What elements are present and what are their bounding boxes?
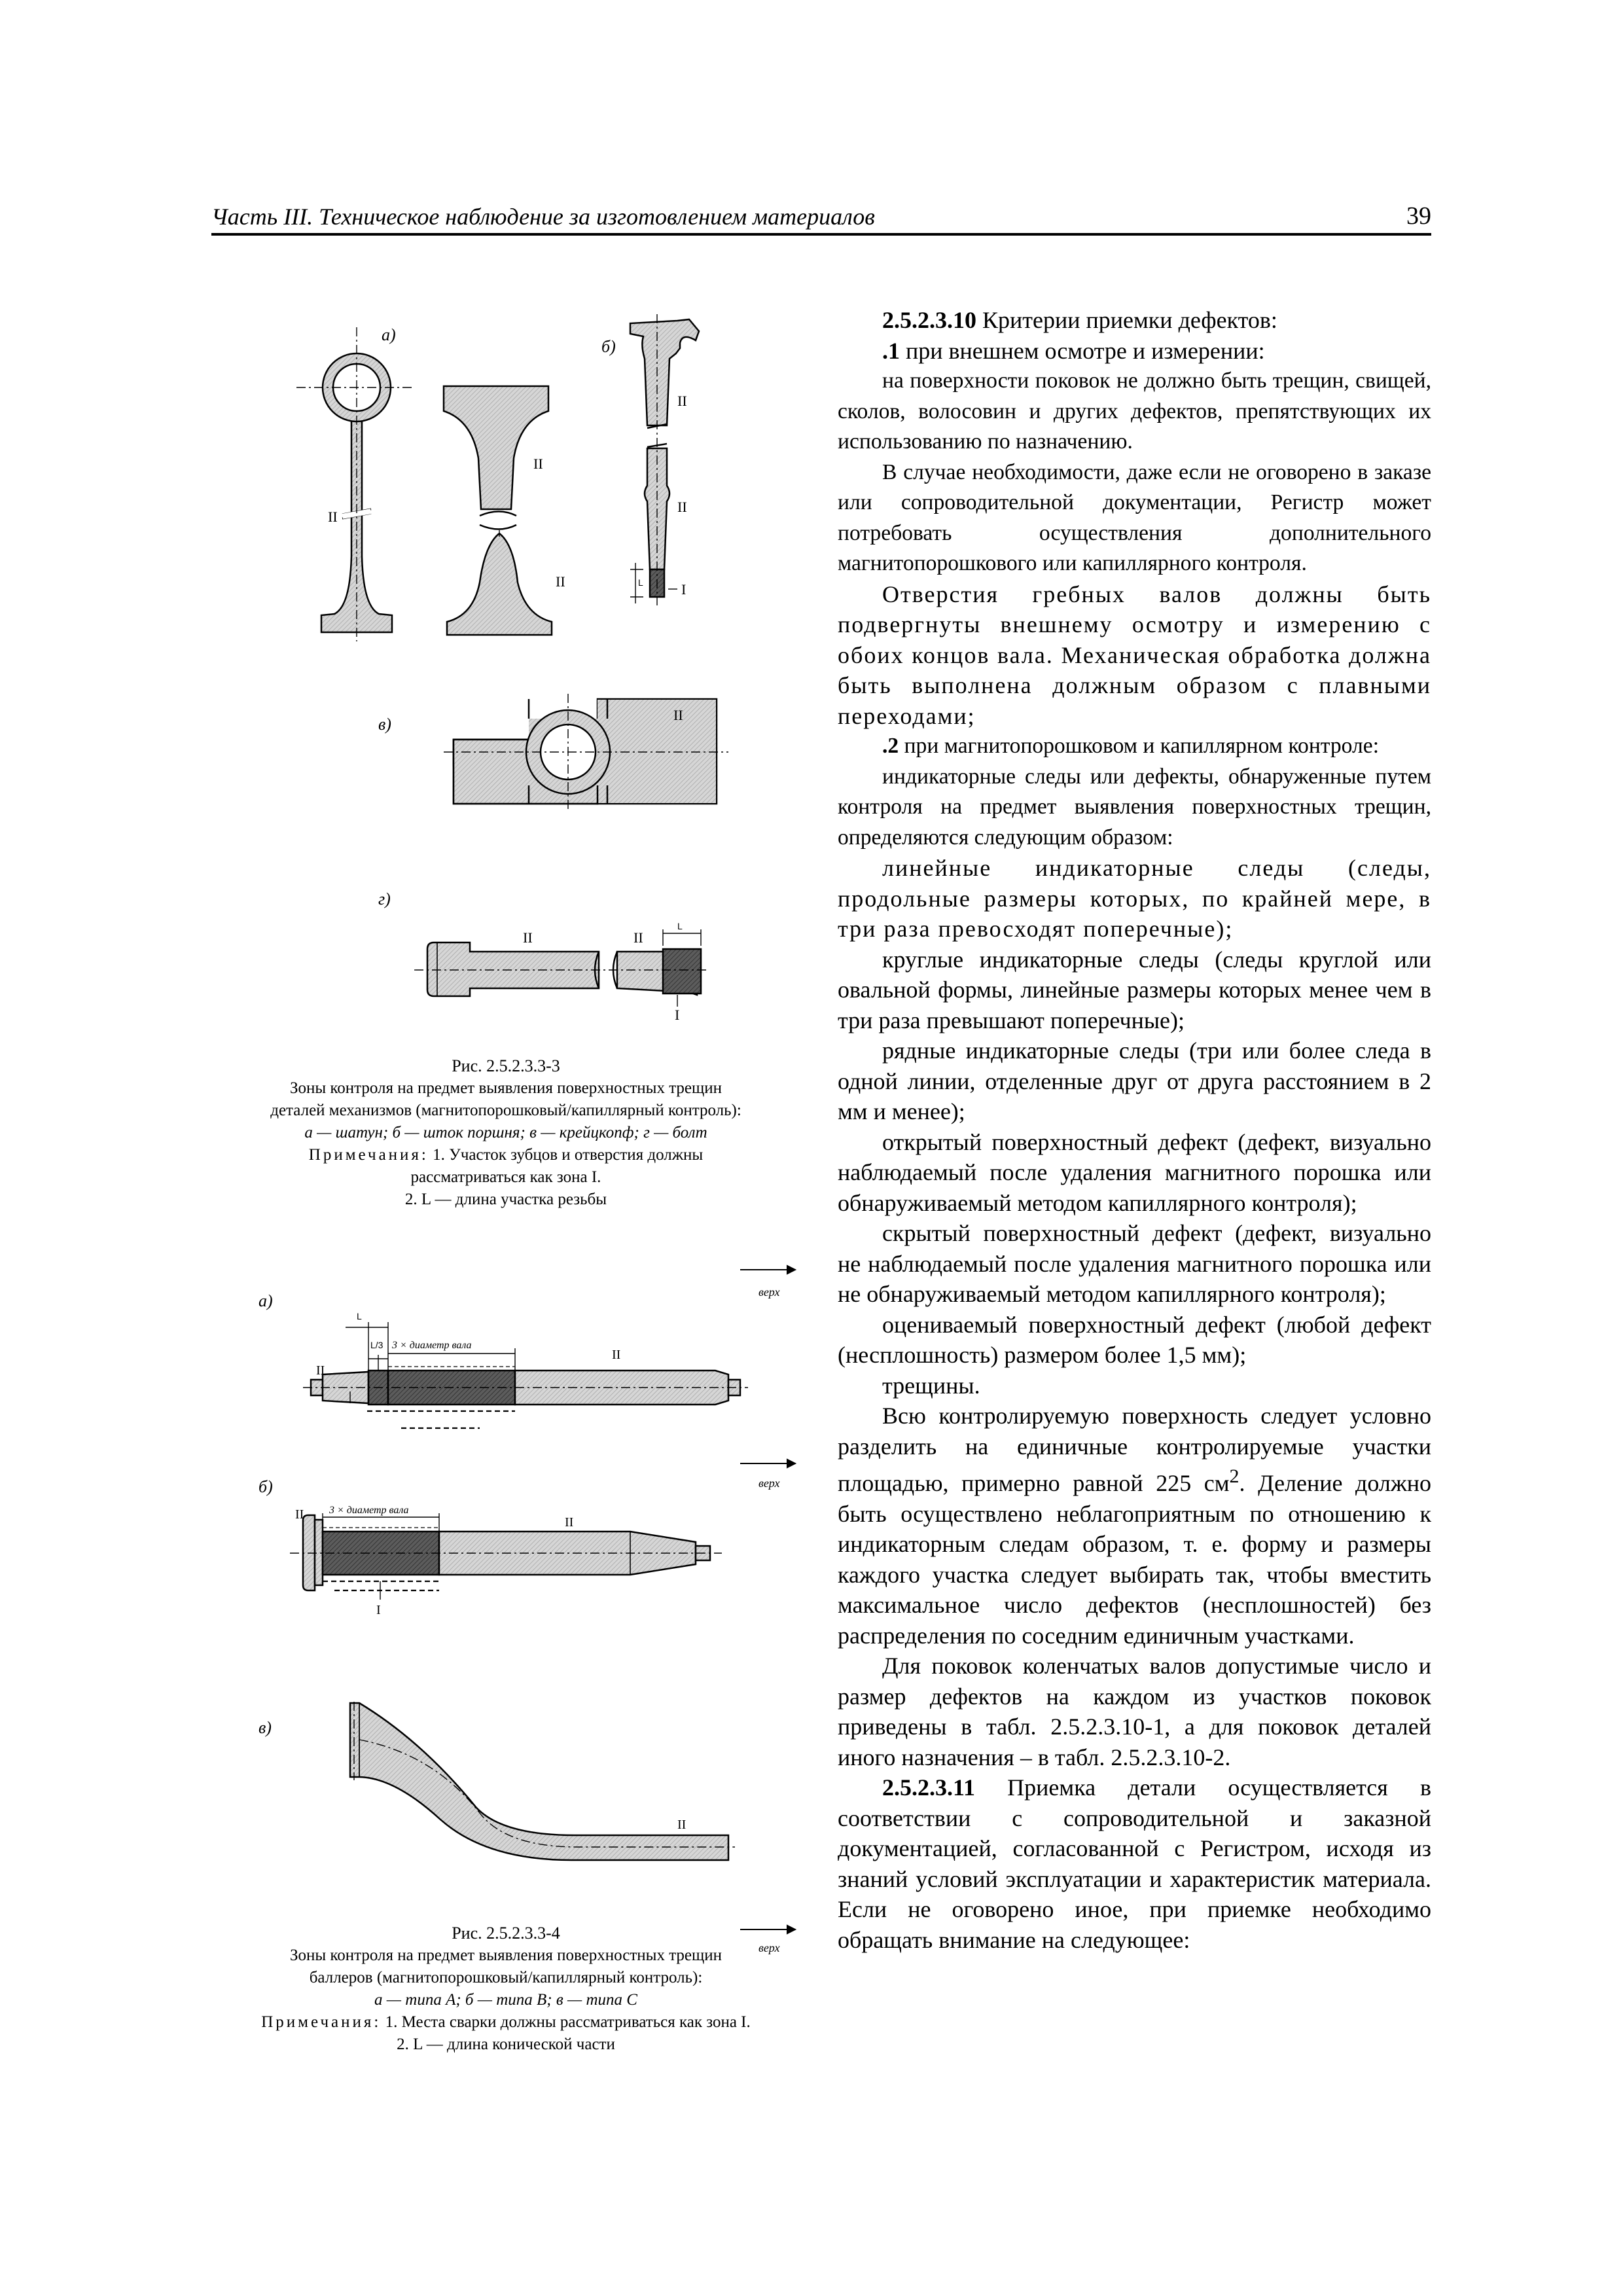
fig2-up-a: верх <box>758 1285 780 1299</box>
fig2-zone-b-dark: I <box>376 1603 381 1617</box>
fig2-label-v: в) <box>259 1718 272 1737</box>
figure1-note1a: 1. Участок зубцов и отверстия должны <box>433 1146 704 1164</box>
figure2-caption-line1: Зоны контроля на предмет выявления поверхностных трещин <box>289 1946 722 1964</box>
figure2-legend: а — типа A; б — типа B; в — типа C <box>374 1991 637 2009</box>
figure1-caption-line2: деталей механизмов (магнитопорошковый/капиллярный контроль): <box>270 1102 741 1119</box>
fig2-label-a: а) <box>259 1291 273 1310</box>
para-register: В случае необходимости, даже если не оговорено в заказе или сопроводительной документации, Регистр может потребовать осуществления дополнительного магнитопорошкового или капиллярного контроля. <box>838 459 1431 575</box>
rudder-stock-type-c-drawing <box>350 1702 735 1860</box>
figure-rudder-stocks <box>211 1244 800 1964</box>
figure2-caption-line2: баллеров (магнитопорошковый/капиллярный контроль): <box>309 1969 703 1986</box>
para-division-sup: 2 <box>1229 1465 1240 1487</box>
header-title: Часть III. Техническое наблюдение за изготовлением материалов <box>211 204 875 230</box>
para-relevant-defect: оцениваемый поверхностный дефект (любой дефект (несплошность) размером более 1,5 мм); <box>838 1311 1431 1368</box>
page-header <box>211 196 1431 236</box>
figure1-note-label: Примечания: <box>308 1146 429 1164</box>
figure2-note1: 1. Места сварки должны рассматриваться как зона I. <box>385 2013 751 2031</box>
fig2-up-v: верх <box>758 1941 780 1954</box>
fig1-label-g: г) <box>378 889 391 908</box>
fig1-zone-rod: II <box>328 509 338 525</box>
fig1-zone-bolt-1: II <box>523 929 533 946</box>
fig2-up-b: верх <box>758 1477 780 1490</box>
para-visual-text: при внешнем осмотре и измерении: <box>900 337 1265 364</box>
fig1-L-bolt: L <box>677 921 683 931</box>
figure1-legend: а — шатун; б — шток поршня; в — крейцкопф; г — болт <box>304 1124 707 1141</box>
up-arrows <box>740 1266 795 1933</box>
fig2-shaftdia-a: 3 × диаметр вала <box>392 1340 472 1351</box>
fig1-zone-prod-1: II <box>677 393 687 409</box>
clause-2-5-2-3-11: 2.5.2.3.11 <box>882 1774 976 1801</box>
para-division <box>838 1401 1431 1651</box>
body-text <box>838 305 1431 1955</box>
para-acceptance <box>838 1772 1431 1955</box>
fig2-zone-a-left: II <box>316 1363 325 1378</box>
para-hidden-defect: скрытый поверхностный дефект (дефект, визуально не наблюдаемый после удаления магнитного порошка или не обнаруживаемый методом капиллярного контроля); <box>838 1220 1431 1307</box>
fig1-zone-bolt-thread: I <box>675 1007 680 1023</box>
figure1-number: Рис. 2.5.2.3.3-3 <box>452 1056 560 1075</box>
para-aligned: рядные индикаторные следы (три или более следа в одной линии, отделенные друг от друга расстоянием в 2 мм и менее); <box>838 1037 1431 1124</box>
fig1-label-v: в) <box>378 715 391 734</box>
fig1-label-b: б) <box>601 337 616 356</box>
fig1-zone-block-bottom: II <box>556 573 565 590</box>
rudder-stock-type-b-drawing <box>290 1513 722 1600</box>
piston-rod-drawing <box>630 314 699 605</box>
fig2-label-b: б) <box>259 1477 273 1496</box>
rudder-stock-type-a-drawing <box>303 1322 748 1428</box>
para-division-b: . Деление должно быть осуществлено неблагоприятным по отношению к индикаторным следам образом, т. е. форму и размеры каждого участка следует выбирать так, чтобы вместить максимальное число дефектов (несплошностей) без распределения по соседним единичным участками. <box>838 1470 1431 1649</box>
para-criteria-text: Критерии приемки дефектов: <box>976 307 1277 333</box>
para-linear: линейные индикаторные следы (следы, продольные размеры которых, по крайней мере, в три раза превосходят поперечные); <box>838 855 1431 942</box>
para-indications: индикаторные следы или дефекты, обнаруженные путем контроля на предмет выявления поверхностных трещин, определяются следующим образом: <box>838 764 1431 850</box>
connecting-rod-drawing <box>296 327 414 641</box>
fig2-zone-b-main: II <box>565 1515 574 1530</box>
para-open-defect: открытый поверхностный дефект (дефект, визуально наблюдаемый после удаления магнитного порошка или обнаруживаемый методом капиллярного контроля); <box>838 1128 1431 1216</box>
item-1: .1 <box>882 337 900 364</box>
para-crankshafts: Для поковок коленчатых валов допустимые число и размер дефектов на каждом из участков поковок приведены в табл. 2.5.2.3.10-1, а для поковок деталей иного назначения – в табл. 2.5.2.3.10-2. <box>838 1653 1431 1770</box>
fig2-L3-a: L/3 <box>370 1340 383 1350</box>
fig1-zone-crosshead: II <box>673 707 683 723</box>
bolt-drawing <box>414 929 709 1007</box>
figure2-number: Рис. 2.5.2.3.3-4 <box>452 1924 560 1943</box>
fig1-zone-bolt-2: II <box>633 929 643 946</box>
figure1-note2: 2. L — длина участка резьбы <box>404 1191 607 1208</box>
crosshead-drawing <box>444 694 728 812</box>
para-criteria <box>838 305 1431 336</box>
fig2-zone-a-main: II <box>612 1348 621 1362</box>
item-2: .2 <box>882 734 899 758</box>
fig1-zone-block-top: II <box>533 456 543 472</box>
figure2-caption <box>211 1922 800 2056</box>
para-surface: на поверхности поковок не должно быть трещин, свищей, сколов, волосовин и других дефектов, препятствующих их использованию по назначению. <box>838 368 1431 454</box>
fig1-L-prod: L <box>638 577 643 588</box>
para-round: круглые индикаторные следы (следы круглой или овальной формы, линейные размеры которых менее чем в три раза превышают поперечные); <box>838 946 1431 1033</box>
figure2-note2: 2. L — длина конической части <box>397 2036 615 2053</box>
fig2-shaftdia-b: 3 × диаметр вала <box>329 1505 409 1516</box>
para-visual <box>838 336 1431 367</box>
figure1-caption <box>211 1055 800 1211</box>
fig2-L-a: L <box>357 1311 362 1321</box>
fig2-zone-b-flange: II <box>295 1507 304 1522</box>
figure1-caption-line1: Зоны контроля на предмет выявления поверхностных трещин <box>289 1079 722 1097</box>
fig1-zone-prod-2: II <box>677 499 687 515</box>
figure1-note1b: рассматриваться как зона I. <box>410 1168 601 1186</box>
para-mpi-text: при магнитопорошковом и капиллярном контроле: <box>899 734 1380 758</box>
fig2-zone-c: II <box>677 1818 687 1832</box>
para-shaft-holes: Отверстия гребных валов должны быть подвергнуты внешнему осмотру и измерению с обоих концов вала. Механическая обработка должна быть выполнена должным образом с плавными переходами; <box>838 581 1431 729</box>
fig1-label-a: а) <box>382 325 396 344</box>
fig1-zone-prod-thread: I <box>681 581 687 598</box>
figure2-note-label: Примечания: <box>261 2013 382 2031</box>
para-division-a: Всю контролируемую поверхность следует условно разделить на единичные контролируемые участки площадью, примерно равной 225 см <box>838 1403 1431 1496</box>
header-rule <box>211 233 1431 236</box>
para-cracks: трещины. <box>882 1372 980 1399</box>
figure-mechanism-parts <box>211 308 800 1041</box>
para-mpi <box>838 731 1431 762</box>
clause-2-5-2-3-10: 2.5.2.3.10 <box>882 307 976 333</box>
para-acceptance-text: Приемка детали осуществляется в соответствии с сопроводительной и заказной документацией, согласованной с Регистром, исходя из знаний условий эксплуатации и характеристик материала. Если не оговорено иное, при приемке необходимо обращать внимание на следующее: <box>838 1774 1431 1953</box>
page-number: 39 <box>1406 202 1431 230</box>
piston-rod-block-drawing <box>444 386 552 635</box>
